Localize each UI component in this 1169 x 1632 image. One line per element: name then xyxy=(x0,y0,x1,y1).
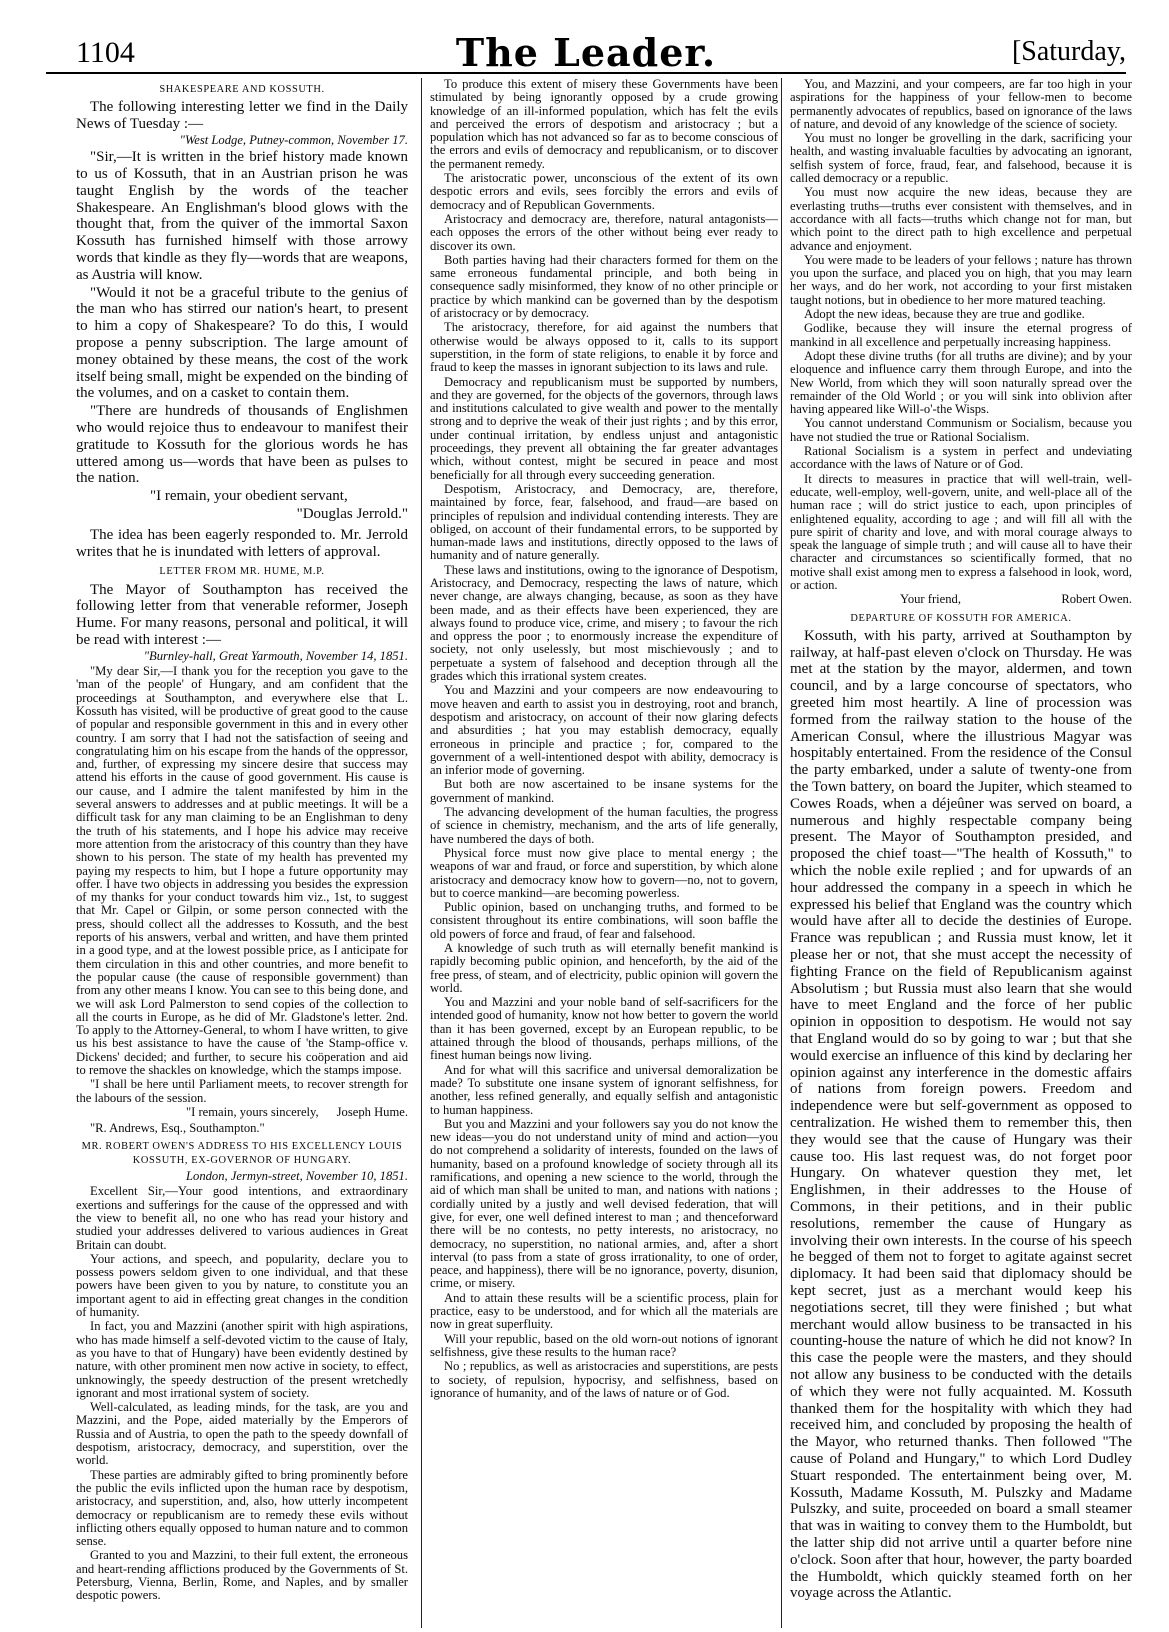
paragraph: "My dear Sir,—I thank you for the reception you gave to the 'man of the people' of Hungary, and am confident that the proceedings at Southampton, and everywhere else that L. Kossuth has visited, will be productive of great good to the cause of popular and responsible government in this and in every other country. I am sorry that I had not the satisfaction of seeing and congratulating him on his escape from the hands of the oppressor, and, further, of expressing my sincere desire that success may attend his efforts in the cause of good government. His cause is our cause, and I admire the talent manifested by him in the several answers to addresses and at public meetings. It will be a difficult task for any man claiming to be an Englishman to deny the truth of his statements, and I hope his advice may receive more attention from the aristocracy of this country than they have shown to his person. The state of my health has prevented my paying my respects to him, but I hope a future opportunity may offer. I have two objects in addressing you besides the expression of my thanks for your conduct towards him viz., 1st, to suggest that Mr. Capel or Gilpin, or some person connected with the press, should collect all the addresses to Kossuth, and the best reports of his answers, verbal and written, and have them printed in a good type, and at the lowest possible price, as I anticipate for them circulation in this and other countries, and more benefit to the popular cause (the cause of responsible government) than from any other means I know. You can see to this being done, and we will ask Lord Palmerston to send copies of the collection to all the courts in Europe, as he did of Mr. Gladstone's letter. 2nd. To apply to the Attorney-General, to whom I have written, to give us his best assistance to have the cause of 'the Stamp-office v. Dickens' decided; and further, to secure his coöperation and aid to remove the shackles on knowledge, which the stamps impose. xyxy=(76,664,408,1077)
paragraph: Well-calculated, as leading minds, for the task, are you and Mazzini, and the Pope, aided materially by the Emperors of Russia and of Austria, to open the path to the speedy downfall of despotism, aristocracy, democracy, and superstition, over the world. xyxy=(76,1400,408,1468)
paragraph: You must now acquire the new ideas, because they are everlasting truths—truths ever consistent with themselves, and in accordance with all facts—truths which change not for man, but which point to the direct path to high excellence and perpetual advance and enjoyment. xyxy=(790,185,1132,253)
paragraph: A knowledge of such truth as will eternally benefit mankind is rapidly becoming public opinion, and henceforth, by the aid of the free press, of steam, and of electricity, public opinion will govern the world. xyxy=(430,941,778,995)
dateline: "West Lodge, Putney-common, November 17. xyxy=(179,132,408,147)
paragraph: Your actions, and speech, and popularity, declare you to possess powers seldom given to one individual, and that these powers have been given to you by nature, to constitute you an important agent to aid in effecting great changes in the condition of humanity. xyxy=(76,1251,408,1320)
paragraph: Despotism, Aristocracy, and Democracy, are, therefore, maintained by force, fear, falsehood, and fraud—are based on principles of repulsion and individual contending interests. They are obliged, on account of their fundamental errors, to be supported by human-made laws and institutions, directly opposed to the laws of humanity and of nature generally. xyxy=(430,481,778,563)
paragraph: These parties are admirably gifted to bring prominently before the public the evils inflicted upon the human race by despotism, aristocracy, and superstition, and, also, how utterly incompetent democracy or republicanism are to remedy these evils without inflicting others equally opposed to human nature and to common sense. xyxy=(76,1467,408,1549)
closing: "I remain, yours sincerely, xyxy=(186,1104,319,1119)
paragraph: The following interesting letter we find in the Daily News of Tuesday :— xyxy=(76,99,408,133)
paragraph: And for what will this sacrifice and universal demoralization be made? To substitute one insane system of ignorant selfishness, for another, less refined generally, and equally selfish and antagonistic to human happiness. xyxy=(430,1062,778,1117)
paragraph: No ; republics, as well as aristocracies and superstitions, are pests to society, of repulsion, hypocrisy, and selfishness, based on ignorance of humanity, and of the laws of nature or of God. xyxy=(430,1359,778,1400)
paragraph: And to attain these results will be a scientific process, plain for practice, easy to be understood, and for which all the materials are now in great superfluity. xyxy=(430,1290,778,1332)
paragraph: Public opinion, based on unchanging truths, and formed to be consistent throughout its entire combinations, will soon baffle the old powers of force and fraud, of fear and falsehood. xyxy=(430,900,778,941)
paragraph: "There are hundreds of thousands of Englishmen who would rejoice thus to endeavour to manifest their gratitude to Kossuth for the glorious words he has uttered among us—words that have been as pulses to the nation. xyxy=(76,403,408,487)
paragraph: Adopt these divine truths (for all truths are divine); and by your eloquence and influence carry them through Europe, and into the New World, from which they will soon naturally spread over the remainder of the Old World ; or you will sink into oblivion after having appeared like Will-o'-the Wisps. xyxy=(790,348,1132,417)
signature: Joseph Hume. xyxy=(336,1104,408,1119)
column-2 xyxy=(421,78,778,1628)
paragraph: Democracy and republicanism must be supported by numbers, and they are governed, for the objects of the governors, through laws and institutions calculated to give wealth and power to the mentally strong and to deprive the weak of their just rights ; and by this error, under continual irritation, by endless unjust and antagonistic proceedings, they prevent all obtaining the far greater advantages which, without contest, might be secured in peace and most beneficially for all through every succeeding generation. xyxy=(430,374,778,482)
paragraph: Kossuth, with his party, arrived at Southampton by railway, at half-past eleven o'clock on Thursday. He was met at the station by the mayor, aldermen, and town council, and by a large concourse of spectators, who greeted him most heartily. A line of procession was formed from the railway station to the house of the American Consul, where the illustrious Magyar was hospitably entertained. From the residence of the Consul the party embarked, under a salute of twenty-one from the Town battery, on board the Jupiter, which steamed to Cowes Roads, when a déjeûner was served on board, a numerous and highly respectable company being present. The Mayor of Southampton presided, and proposed the chief toast—"The health of Kossuth," to which the noble exile replied ; and for upwards of an hour addressed the company in a speech in which he expressed his belief that England was the country which would have after all to decide the destinies of Europe. France was republican ; and Russia must know, let it please her or not, that she must accept the necessity of fighting France on the field of Republicanism against Absolutism ; but Russia must also learn that she would have to meet England and the force of her public opinion in opposition to despotism. He would not say that England would do so by going to war ; but that she would exercise an influence of this kind by declaring her opinion against any interference in the domestic affairs of nations from foreign powers. Freedom and independence were but self-government as opposed to centralization. He wished them to remember this, then they would see that the cause of Hungary was their cause too. His last request was, do not forget poor Hungary. On whatever question they met, let Englishmen, in their addresses to the House of Commons, in their petitions, and in their public resolutions, remember the cause of Hungary as involving their own interests. In the course of his speech he begged of them not to forget to agitate against secret diplomacy. It had been said that diplomacy should be kept secret, just as a merchant would keep his negotiations secret, till they were finished ; but what merchant would allow business to be transacted in his counting-house the nature of which he did not know? In this case the people were the masters, and they should not allow any business to be conducted with the details of which they were not fully acquainted. M. Kossuth thanked them for the hospitality with which they had received him, and concluded by proposing the health of the Mayor, who returned thanks. Then followed "The cause of Poland and Hungary," to which Lord Dudley Stuart responded. The entertainment being over, M. Kossuth, Madame Kossuth, M. Pulszky and Madame Pulszky, and suite, proceeded on board a small steamer that was in waiting to convey them to the Humboldt, but the latter ship did not arrive until a quarter before nine o'clock. Soon after that hour, however, the party boarded the Humboldt, which quickly steamed forth on her voyage across the Atlantic. xyxy=(790,627,1132,1602)
article-heading: LETTER FROM MR. HUME, M.P. xyxy=(159,566,325,578)
paragraph: Excellent Sir,—Your good intentions, and extraordinary exertions and sufferings for the cause of the oppressed and with the view to benefit all, no one who has read your history and studied your addresses delivered to various audiences in Great Britain can doubt. xyxy=(76,1184,408,1252)
paragraph: In fact, you and Mazzini (another spirit with high aspirations, who has made himself a self-devoted victim to the cause of Italy, as you have to that of Hungary) have been evidently destined by nature, with other prominent men now active in society, to effect, unknowingly, the speedy destruction of the present wretchedly ignorant and most irrational system of society. xyxy=(76,1319,408,1400)
column-3 xyxy=(781,78,1132,1628)
paragraph: The Mayor of Southampton has received the following letter from that venerable reformer, Joseph Hume. For many reasons, personal and political, it will be read with interest :— xyxy=(76,581,408,648)
dateline: "Burnley-hall, Great Yarmouth, November 14, 1851. xyxy=(143,648,408,663)
paragraph: Aristocracy and democracy are, therefore, natural antagonists—each opposes the errors of the other without being ever ready to discover its own. xyxy=(430,211,778,253)
paragraph: The advancing development of the human faculties, the progress of science in chemistry, mechanism, and the arts of life generally, have numbered the days of both. xyxy=(430,805,778,846)
paragraph: But both are now ascertained to be insane systems for the government of mankind. xyxy=(430,777,778,805)
masthead xyxy=(46,22,1126,74)
paragraph: "Sir,—It is written in the brief history made known to us of Kossuth, that in an Austrian prison he was taught English by the words of the teacher Shakespeare. An Englishman's blood glows with the thought that, from the quiver of the immortal Saxon Kossuth has furnished himself with those arrowy words that kindle as they fly—words that are weapons, as Austria will know. xyxy=(76,149,408,283)
paragraph: "Would it not be a graceful tribute to the genius of the man who has stirred our nation's heart, to present to him a copy of Shakespeare? To do this, I would propose a penny subscription. The large amount of money obtained by these means, the cost of the work itself being small, might be expended on the binding of the volumes, and on a casket to contain them. xyxy=(76,284,408,402)
paragraph: Both parties having had their characters formed for them on the same erroneous fundamental principle, and both being in consequence sadly misinformed, they know of no other principle or practice by which mankind can be governed than by the despotism of aristocracy or by democracy. xyxy=(430,252,778,321)
paragraph: The aristocratic power, unconscious of the extent of its own despotic errors and evils, sees forcibly the errors and evils of democracy and of Republican Governments. xyxy=(430,171,778,212)
paragraph: Adopt the new ideas, because they are true and godlike. xyxy=(804,307,1085,322)
paragraph: But you and Mazzini and your followers say you do not know the new ideas—you do not understand unity of mind and action—you do not comprehend a solidarity of interests, founded on the laws of humanity, based on a profound knowledge of society through all its ramifications, and opening a new science to the world, through the aid of which man shall be united to man, and nations with nations ; cordially united by a justly and well devised federation, that will give, for ever, one well defined interest to man ; and thenceforward there will be no contests, no petty interests, no aristocracy, no democracy, no superstition, no national armies, and, after a short interval (to pass from a state of gross irrationality, to one of order, peace, and happiness), there will be no ignorance, poverty, disunion, crime, or misery. xyxy=(430,1116,778,1291)
paragraph: You were made to be leaders of your fellows ; nature has thrown you upon the surface, and placed you on high, that you may learn her ways, and do her work, not according to your first mistaken taught notions, but in obedience to her more matured teaching. xyxy=(790,252,1132,307)
closing-with-signature xyxy=(76,1106,408,1119)
addressee: "R. Andrews, Esq., Southampton." xyxy=(90,1121,265,1136)
closing-with-signature xyxy=(790,593,1132,606)
paragraph: Rational Socialism is a system in perfect and undeviating accordance with the laws of Nature or of God. xyxy=(790,444,1132,472)
paragraph: Granted to you and Mazzini, to their full extent, the erroneous and heart-rending afflictions produced by the Governments of St. Petersburg, Vienna, Berlin, Rome, and Naples, and by smaller despotic powers. xyxy=(76,1548,408,1603)
paragraph: You and Mazzini and your noble band of self-sacrificers for the intended good of humanity, know not how better to govern the world than it has been governed, except by an European republic, to be attained through the blood of thousands, perhaps millions, of the finest human beings now living. xyxy=(430,995,778,1063)
issue-day: [Saturday, xyxy=(1011,36,1126,67)
paragraph: You, and Mazzini, and your compeers, are far too high in your aspirations for the happiness of your fellow-men to become permanently advocates of republics, based on ignorance of the laws of nature, and devoid of any knowledge of the science of society. xyxy=(790,78,1132,131)
closing: "I remain, your obedient servant, xyxy=(150,488,348,505)
paragraph: It directs to measures in practice that will well-train, well-educate, well-employ, well-govern, unite, and well-place all of the human race ; will do strict justice to each, upon principles of enlightened equality, according to age ; and will fill all with the pure spirit of charity and love, and with moral courage always to speak the language of simple truth ; and will cause all to have their character and circumstances so scientifically formed, that no motive shall exist among men to express a falsehood in look, word, or action. xyxy=(790,471,1132,592)
paragraph: Godlike, because they will insure the eternal progress of mankind in all excellence and perpetually increasing happiness. xyxy=(790,321,1132,349)
signature: "Douglas Jerrold." xyxy=(296,505,408,522)
article-heading: SHAKESPEARE AND KOSSUTH. xyxy=(159,84,325,95)
article-heading: MR. ROBERT OWEN'S ADDRESS TO HIS EXCELLENCY LOUIS KOSSUTH, EX-GOVERNOR OF HUNGARY. xyxy=(81,1141,403,1166)
paragraph: The idea has been eagerly responded to. Mr. Jerrold writes that he is inundated with letters of approval. xyxy=(76,526,408,560)
column-1 xyxy=(76,78,408,1628)
paragraph: Will your republic, based on the old worn-out notions of ignorant selfishness, give these results to the human race? xyxy=(430,1331,778,1359)
paragraph: These laws and institutions, owing to the ignorance of Despotism, Aristocracy, and Democracy, respecting the laws of nature, which never change, are always changing, because, as soon as they have been made, and as their effects have been experienced, they are always found to produce vice, crime, and misery ; to favour the rich and oppress the poor ; to enormously increase the expenditure of society, not only uselessly, but most mischievously ; and to perpetuate a system of falsehood and deception through all the grades which this irrational system creates. xyxy=(430,562,778,684)
paragraph: You cannot understand Communism or Socialism, because you have not studied the true or Rational Socialism. xyxy=(790,416,1132,444)
newspaper-title: The Leader. xyxy=(455,30,717,75)
paragraph: "I shall be here until Parliament meets, to recover strength for the labours of the session. xyxy=(76,1077,408,1105)
closing: Your friend, xyxy=(900,592,961,607)
paragraph: You and Mazzini and your compeers are now endeavouring to move heaven and earth to assist you in destroying, root and branch, despotism and aristocracy, on account of their now glaring defects and absurdities ; hat you may establish democracy, equally erroneous in principle and practice ; for, compared to the government of a well-intentioned despot with ability, democracy is an inferior mode of governing. xyxy=(430,683,778,778)
article-heading: DEPARTURE OF KOSSUTH FOR AMERICA. xyxy=(850,612,1072,624)
signature: Robert Owen. xyxy=(1061,592,1132,607)
paragraph: Physical force must now give place to mental energy ; the weapons of war and fraud, or force and superstition, by which alone aristocracy and democracy know how to govern—no, not to govern, but to coerce mankind—are becoming powerless. xyxy=(430,845,778,900)
paragraph: To produce this extent of misery these Governments have been stimulated by being ignorantly opposed by a crude growing knowledge of an ill-informed population, which has felt the evils and perceived the errors of despotism and aristocracy ; but a population which has not advanced so far as to become conscious of the errors and evils of democracy and republicanism, or to discover the permanent remedy. xyxy=(430,78,778,171)
page-number: 1104 xyxy=(76,36,135,69)
paragraph: The aristocracy, therefore, for aid against the numbers that otherwise would be always opposed to it, calls to its support superstition, in the form of state religions, to enable it by force and fraud to keep the masses in ignorant subjection to its laws and rule. xyxy=(430,320,778,375)
paragraph: You must no longer be grovelling in the dark, sacrificing your health, and wasting invaluable faculties by advocating an ignorant, selfish system of force, fraud, fear, and falsehood, because it is called democracy or a republic. xyxy=(790,131,1132,186)
dateline: London, Jermyn-street, November 10, 1851. xyxy=(186,1169,408,1184)
